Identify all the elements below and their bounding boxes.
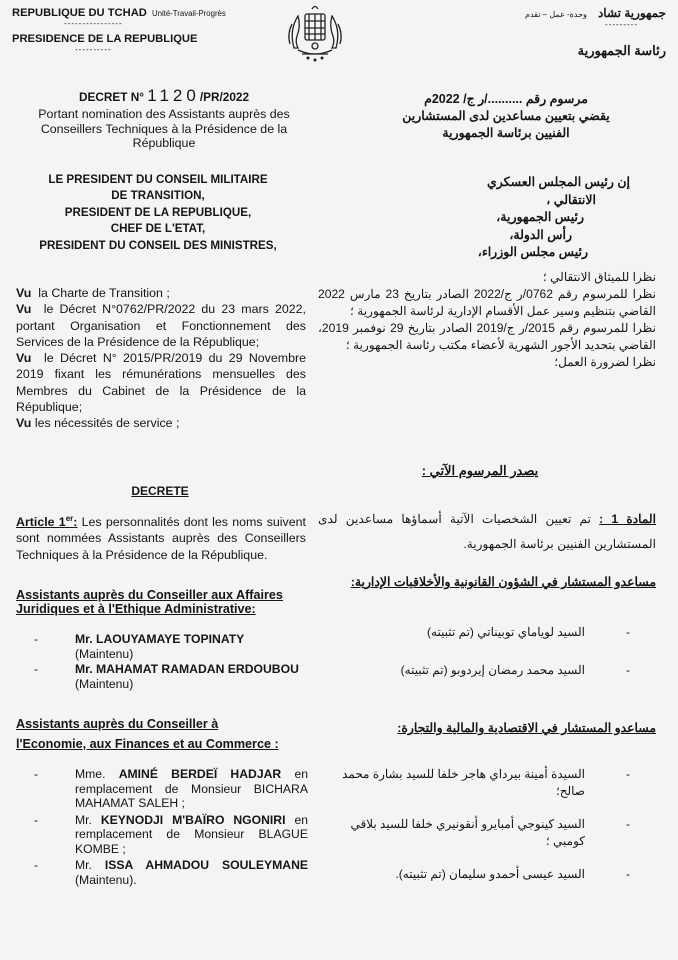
list-item-ar: - السيد عيسى أحمدو سليمان (تم تثبيته). [395, 867, 630, 881]
section-1-list-ar [330, 624, 630, 679]
article-text: Les personnalités dont les noms suivent sont nommées Assistants auprès des Conseillers Techniques à la Présidence de la République. [16, 515, 306, 562]
decree-number: 1120 [147, 86, 200, 105]
vu-item-ar: نظرا للميثاق الانتقالي ؛ [542, 270, 656, 284]
decree-title-fr [24, 86, 304, 151]
section-1-list-fr [34, 632, 314, 691]
authority-ar [420, 174, 630, 262]
decrete-heading-ar: يصدر المرسوم الآتي : [421, 463, 539, 478]
authority-ar-line: رئيس مجلس الوزراء، [477, 245, 588, 259]
vu-item-ar: نظرا للمرسوم رقم 2015/ر ج/2019 الصادر بتاريخ 29 نوفمبر 2019، القاضي بتحديد الأجور الشهرية لأعضاء مكتب رئاسة الجمهورية ؛ [318, 321, 656, 352]
section-1-heading-fr: Assistants auprès du Conseiller aux Affaires Juridiques et à l'Ethique Administrative: [16, 588, 283, 617]
country-ar: جمهورية تشاد [597, 6, 666, 20]
header-ar [470, 6, 666, 59]
authority-fr-line: DE TRANSITION, [111, 189, 205, 203]
authority-fr-line: PRESIDENT DE LA REPUBLIQUE, [64, 205, 252, 219]
vu-item-ar: نظرا لضرورة العمل؛ [554, 355, 656, 369]
section-2-heading-ar: مساعدو المستشار في الاقتصادية والمالية والتجارة: [397, 721, 656, 735]
list-item-ar: - السيد محمد رمضان إيردوبو (تم تثبيته) [400, 663, 630, 677]
authority-ar-line: رئيس الجمهورية، [496, 210, 584, 224]
authority-ar-line: رأس الدولة، [509, 227, 572, 242]
article-text-ar: تم تعيين الشخصيات الآتية أسماؤها مساعدين لدى المستشارين الفنيين برئاسة الجمهورية. [318, 512, 656, 551]
list-item: - Mr. MAHAMAT RAMADAN ERDOUBOU (Maintenu) [34, 662, 299, 691]
list-item-ar: - السيدة أمينة بيرداي هاجر خلفا للسيد بشارة محمد صالح؛ [342, 767, 630, 798]
authority-fr-line: PRESIDENT DU CONSEIL DES MINISTRES, [39, 238, 277, 252]
authority-ar-line: الانتقالي ، [546, 192, 596, 207]
decree-subject-ar-1: يقضي بتعيين مساعدين لدى المستشارين [402, 109, 610, 123]
section-2-list-ar [330, 766, 630, 883]
vu-item-ar: نظرا للمرسوم رقم 0762/ر ج/2022 الصادر بتاريخ 23 مارس 2022 القاضي بتنظيم وسير عمل الأقسام الإدارية لرئاسة الجمهورية ؛ [318, 287, 656, 318]
list-item-ar: - السيد كينوجي أمبايرو أنقونيري خلفا للسيد بلاقي كومبي ؛ [350, 817, 630, 848]
authority-fr [8, 172, 308, 254]
separator-ar: --------- [605, 20, 638, 29]
country-fr: REPUBLIQUE DU TCHAD [12, 7, 147, 19]
vu-item: Vu les nécessités de service ; [16, 416, 180, 431]
decree-number-line: DECRET N° 1120/PR/2022 [78, 86, 250, 105]
list-item-ar: - السيد لوياماي توبيناتي (تم تثبيته) [427, 625, 630, 639]
vu-block-ar [318, 269, 656, 371]
motto-ar: وحدة- عمل – تقدم [525, 10, 587, 19]
presidency-fr: PRESIDENCE DE LA REPUBLIQUE [12, 33, 198, 45]
section-2-heading-fr: Assistants auprès du Conseiller à l'Economie, aux Finances et au Commerce : [16, 717, 279, 751]
coat-of-arms-emblem [284, 4, 346, 64]
decree-number-ar: مرسوم رقم ........../ر ج/ 2022م [424, 92, 588, 106]
decree-subject: Portant nomination des Assistants auprès des Conseillers Techniques à la Présidence de la République [38, 107, 290, 151]
motto-fr: Unité-Travail-Progrès [151, 9, 226, 18]
article-label-ar: المادة 1 : [599, 512, 656, 526]
decree-title-ar [356, 91, 656, 142]
list-item: - Mr. LAOUYAMAYE TOPINATY (Maintenu) [34, 632, 245, 661]
authority-ar-line: إن رئيس المجلس العسكري [487, 175, 630, 189]
vu-item: Vu la Charte de Transition ; [16, 286, 170, 300]
article-1-fr [16, 511, 306, 563]
authority-fr-line: LE PRESIDENT DU CONSEIL MILITAIRE [48, 173, 268, 186]
presidency-ar: رئاسة الجمهورية [577, 43, 666, 58]
header-fr [12, 7, 272, 54]
section-2-list-fr [34, 767, 308, 887]
separator-fr-2: ---------- [75, 45, 112, 54]
list-item: - Mme. AMINÉ BERDEÏ HADJAR en remplacement de Monsieur BICHARA MAHAMAT SALEH ; [34, 767, 308, 810]
article-1-ar [318, 507, 656, 557]
decree-subject-ar-2: الفنيين برئاسة الجمهورية [442, 126, 570, 140]
section-1-heading-ar: مساعدو المستشار في الشؤون القانونية والأخلاقيات الإدارية: [350, 575, 656, 589]
vu-item: Vu le Décret N° 2015/PR/2019 du 29 Novembre 2019 fixant les rémunérations mensuelles des Membres du Cabinet de la Présidence de la République; [16, 351, 306, 415]
list-item: - Mr. ISSA AHMADOU SOULEYMANE (Maintenu). [34, 858, 309, 887]
chad-emblem-icon [284, 4, 346, 64]
authority-fr-line: CHEF DE L'ETAT, [110, 222, 206, 236]
decrete-heading: DECRETE [131, 484, 189, 498]
vu-block-fr [16, 285, 306, 432]
vu-item: Vu le Décret N°0762/PR/2022 du 23 mars 2022, portant Organisation et Fonctionnement des Services de la Présidence de la République; [16, 302, 306, 349]
list-item: - Mr. KEYNODJI M'BAÏRO NGONIRI en remplacement de Monsieur BLAGUE KOMBE ; [34, 812, 308, 856]
article-label: Article 1er: [16, 514, 78, 530]
separator-fr: ---------------- [64, 19, 123, 28]
